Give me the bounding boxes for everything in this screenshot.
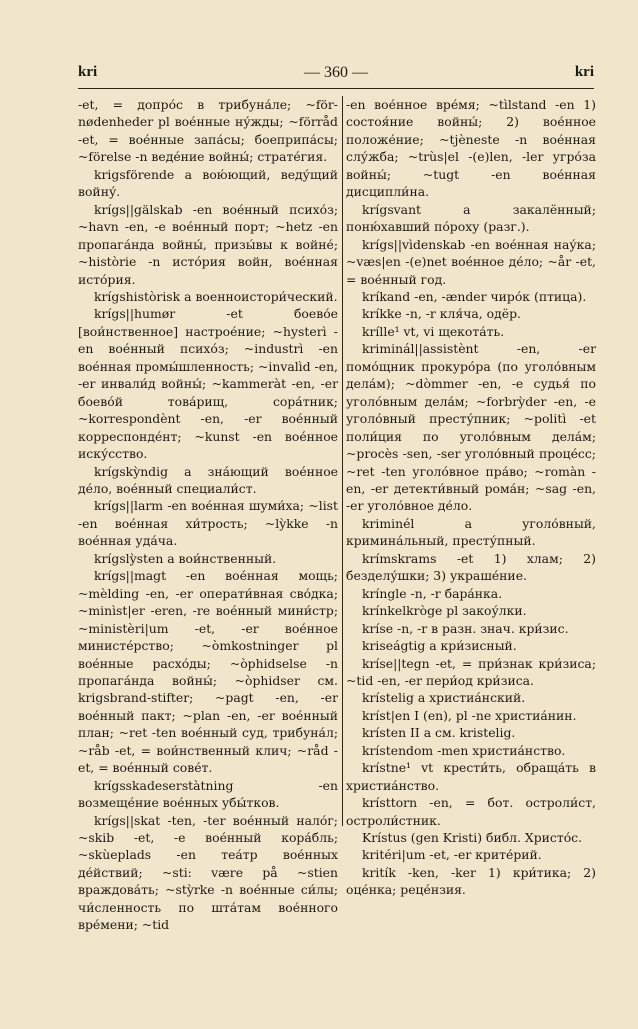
column-divider: [342, 96, 343, 826]
dictionary-entry: kriseágtig a кри́зисный.: [362, 638, 517, 654]
dictionary-entry: krígshistòrisk a военноистори́ческий.: [94, 288, 338, 304]
entry-continuation: -et, = допро́с в трибуна́ле; ~för-nødenheder pl вое́нные ну́жды; ~förråd -et, = вое́нные запа́сы; боеприпа́сы; ~förelse -n веде́ние войны́; страте́гия.: [78, 97, 338, 165]
dictionary-entry: kríkke -n, -r кля́ча, одёр.: [362, 306, 521, 322]
dictionary-entry: kritík -ken, -ker 1) кри́тика; 2) оце́нка; реце́нзия.: [346, 864, 596, 898]
dictionary-entry: krínkelkròge pl закоу́лки.: [362, 603, 527, 619]
header-right-guideword: kri: [574, 64, 594, 80]
right-column: [346, 96, 596, 989]
dictionary-entry: krísten II a см. kristelig.: [362, 725, 516, 741]
dictionary-entry: krígs||magt -en вое́нная мощь; ~mèlding -en, -er операти́вная сво́дка; ~minìst|er -eren, -re вое́нный мини́стр; ~ministèri|um -et, -er вое́нное министе́рство; ~òmkostninger pl вое́нные расхо́ды; ~òphidselse -n пропага́нда войны́; ~òphidser см. krigsbrand-stifter; ~pagt -en, -er вое́нный пакт; ~plan -en, -er вое́нный план; ~ret -ten вое́нный суд, трибуна́л; ~råb -et, = вои́нственный клич; ~råd -et, = вое́нный сове́т.: [78, 568, 338, 776]
dictionary-entry: krígs||larm -en вое́нная шуми́ха; ~list -en вое́нная хи́трость; ~lỳkke -n вое́нная уда́ча.: [78, 498, 338, 549]
dictionary-entry: krigsförende a вою́ющий, веду́щий войну́.: [78, 166, 338, 200]
dictionary-entry: kríse||tegn -et, = при́знак кри́зиса; ~tid -en, -er пери́од кри́зиса.: [346, 655, 596, 688]
dictionary-entry: krígs||vìdenskab -en вое́нная нау́ка; ~væs|en -(e)net вое́нное де́ло; ~år -et, = вое́нный год.: [346, 236, 596, 287]
dictionary-entry: kríkand -en, -ænder чиро́к (птица).: [362, 288, 587, 304]
dictionary-entry: Krístus (gen Kristi) библ. Христо́с.: [362, 830, 583, 846]
dictionary-entry: krígskỳndig a зна́ющий вое́нное де́ло, вое́нный специали́ст.: [78, 463, 338, 496]
dictionary-entry: krímskrams -et 1) хлам; 2) безделу́шки; 3) украше́ние.: [346, 550, 596, 584]
dictionary-entry: krístelig a христиа́нский.: [362, 690, 526, 706]
dictionary-entry: kríse -n, -r в разн. знач. кри́зис.: [362, 620, 569, 636]
page-header: [78, 64, 594, 86]
dictionary-entry: krígs||humør -et боево́е [вои́нственное] настрое́ние; ~hysterì -en вое́нный психо́з; ~industrì -en вое́нная промы́шленность; ~invalìd -en, -er инвали́д войны́; ~kammeràt -en, -er боево́й това́рищ, сора́тник; ~korrespondènt -en, -er вое́нный корреспонде́нт; ~kunst -en вое́нное иску́сство.: [78, 306, 338, 462]
dictionary-entry: krístne¹ vt крести́ть, обраща́ть в христиа́нство.: [346, 760, 596, 793]
dictionary-entry: kriminél a уголо́вный, кримина́льный, престу́пный.: [346, 515, 596, 549]
dictionary-entry: krígsvant a закалённый; поню́хавший по́роху (разг.).: [346, 201, 596, 235]
dictionary-entry: kríngle -n, -r бара́нка.: [362, 585, 503, 601]
dictionary-entry: krísttorn -en, = бот. остроли́ст, остроли́стник.: [346, 795, 596, 828]
dictionary-entry: kriminál||assistènt -en, -er помо́щник прокуро́ра (по уголо́вным дела́м); ~dòmmer -en, -e судья́ по уголо́вным дела́м; ~forbrỳder -en, -e уголо́вный престу́пник; ~politì -et поли́ция по уголо́вным дела́м; ~procès -sen, -ser уголо́вный проце́сс; ~ret -ten уголо́вное пра́во; ~romàn -en, -er детекти́вный рома́н; ~sag -en, -er уголо́вное де́ло.: [346, 341, 596, 514]
dictionary-entry: krílle¹ vt, vi щекота́ть.: [362, 323, 505, 339]
dictionary-entry: krígslỳsten a вои́нственный.: [94, 550, 277, 566]
entry-continuation: -en вое́нное вре́мя; ~tìlstand -en 1) состоя́ние войны́; 2) вое́нное положе́ние; ~tjèneste -n вое́нная слу́жба; ~trùs|el -(e)len, -ler угро́за войны́; ~tugt -en вое́нная дисципли́на.: [346, 97, 596, 200]
dictionary-entry: kritéri|um -et, -er крите́рий.: [362, 847, 542, 863]
dictionary-entry: kríst|en I (en), pl -ne христиа́нин.: [362, 707, 577, 723]
header-rule: [78, 88, 594, 89]
header-left-guideword: kri: [78, 64, 98, 80]
dictionary-entry: krígs||gälskab -en вое́нный психо́з; ~havn -en, -e вое́нный порт; ~hetz -en пропага́нда войны́, призы́вы к войне́; ~històrie -n исто́рия войн, вое́нная исто́рия.: [78, 201, 338, 287]
dictionary-entry: krígs||skat -ten, -ter вое́нный нало́г; ~skib -et, -e вое́нный кора́бль; ~skùeplads -en теа́тр вое́нных де́йствий; ~sti: være på ~stien враждова́ть; ~stỳrke -n вое́нные си́лы; чи́сленность по шта́там вое́нного вре́мени; ~tid: [78, 812, 338, 933]
dictionary-entry: krígsskadeserstàtning -en возмеще́ние вое́нных убы́тков.: [78, 777, 338, 811]
left-column: [78, 96, 338, 989]
page-number: — 360 —: [304, 64, 368, 81]
dictionary-entry: krístendom -men христиа́нство.: [362, 742, 566, 758]
